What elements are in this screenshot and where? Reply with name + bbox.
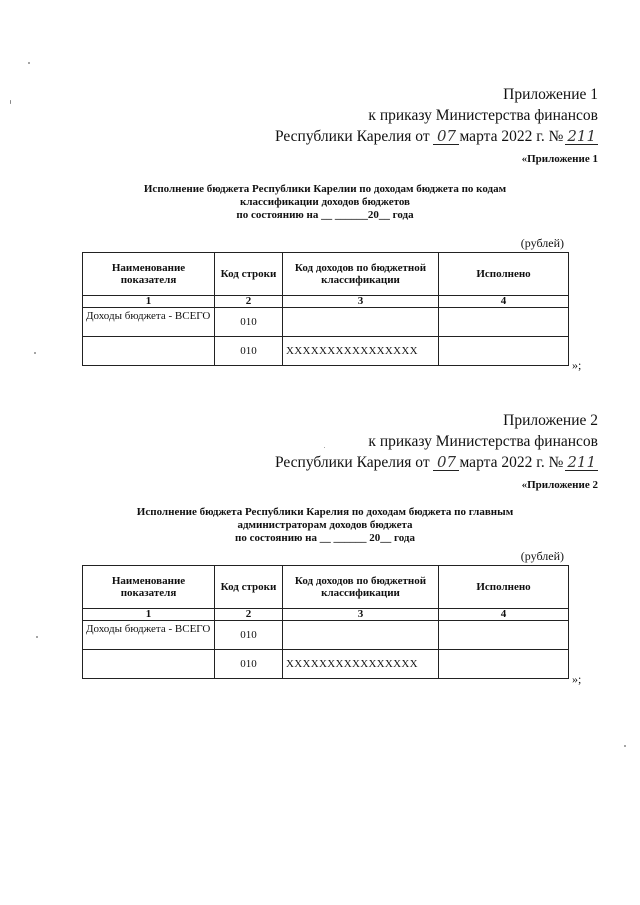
appendix-header — [275, 410, 598, 496]
table-cell — [283, 621, 439, 650]
scan-speck — [10, 100, 11, 104]
table-cell: 010 — [215, 650, 283, 679]
budget-table — [82, 565, 569, 679]
budget-table — [82, 252, 569, 366]
column-number: 2 — [215, 609, 283, 621]
column-number: 4 — [439, 296, 569, 308]
column-number: 2 — [215, 296, 283, 308]
table-header-row — [83, 566, 569, 609]
table-cell: Доходы бюджета - ВСЕГО — [83, 308, 215, 337]
order-reference: к приказу Министерства финансов — [368, 107, 598, 124]
appendix-title: Приложение 2 — [503, 412, 598, 429]
scan-speck — [34, 352, 36, 354]
scan-speck — [624, 745, 626, 747]
column-header: Код доходов по бюджетной классификации — [283, 566, 439, 609]
closing-quote: »; — [572, 672, 582, 686]
column-header: Код строки — [215, 566, 283, 609]
column-number: 1 — [83, 609, 215, 621]
table-title: Исполнение бюджета Республики Карелия по доходам бюджета по главным администраторам доходов бюджета по состоянию на __ ______ 20__ года — [136, 506, 514, 544]
units-label: (рублей) — [520, 236, 564, 250]
order-date-line: Республики Карелия от 07 марта 2022 г. № 211 — [274, 127, 596, 145]
appendix-title: Приложение 1 — [503, 86, 598, 103]
table-cell: 010 — [215, 308, 283, 337]
table-cell — [83, 650, 215, 679]
table-title: Исполнение бюджета Республики Карелии по доходам бюджета по кодам классификации доходов бюджетов по состоянию на __ ______20__ года — [143, 183, 507, 221]
handwritten-day: 07 — [433, 455, 459, 471]
appendix-header — [275, 84, 598, 170]
scan-speck — [28, 62, 30, 64]
table-cell: 010 — [215, 337, 283, 366]
column-number-row — [83, 296, 569, 308]
table-row — [83, 650, 569, 679]
table-cell: 010 — [215, 621, 283, 650]
handwritten-day: 07 — [433, 129, 459, 145]
column-header: Код строки — [215, 253, 283, 296]
table-cell: XXXXXXXXXXXXXXXX — [283, 650, 439, 679]
column-header: Исполнено — [439, 253, 569, 296]
scan-speck — [36, 636, 38, 638]
column-number: 4 — [439, 609, 569, 621]
column-number-row — [83, 609, 569, 621]
units-label: (рублей) — [520, 549, 564, 563]
order-date-line: Республики Карелия от 07 марта 2022 г. № 211 — [274, 453, 596, 471]
appendix-sub-label: «Приложение 2 — [521, 479, 598, 491]
table-row — [83, 308, 569, 337]
column-header: Исполнено — [439, 566, 569, 609]
table-cell — [283, 308, 439, 337]
table-cell: XXXXXXXXXXXXXXXX — [283, 337, 439, 366]
table-row — [83, 621, 569, 650]
column-number: 3 — [283, 609, 439, 621]
handwritten-order-number: 211 — [567, 453, 596, 471]
column-number: 3 — [283, 296, 439, 308]
table-cell — [439, 650, 569, 679]
column-header: Наименование показателя — [83, 566, 215, 609]
table-header-row — [83, 253, 569, 296]
column-number: 1 — [83, 296, 215, 308]
table-cell — [439, 337, 569, 366]
table-cell — [439, 621, 569, 650]
column-header: Наименование показателя — [83, 253, 215, 296]
closing-quote: »; — [572, 358, 582, 372]
table-cell — [439, 308, 569, 337]
order-reference: к приказу Министерства финансов — [368, 433, 598, 450]
table-cell: Доходы бюджета - ВСЕГО — [83, 621, 215, 650]
appendix-sub-label: «Приложение 1 — [521, 153, 598, 165]
column-header: Код доходов по бюджетной классификации — [283, 253, 439, 296]
handwritten-order-number: 211 — [567, 127, 596, 145]
table-row — [83, 337, 569, 366]
table-cell — [83, 337, 215, 366]
